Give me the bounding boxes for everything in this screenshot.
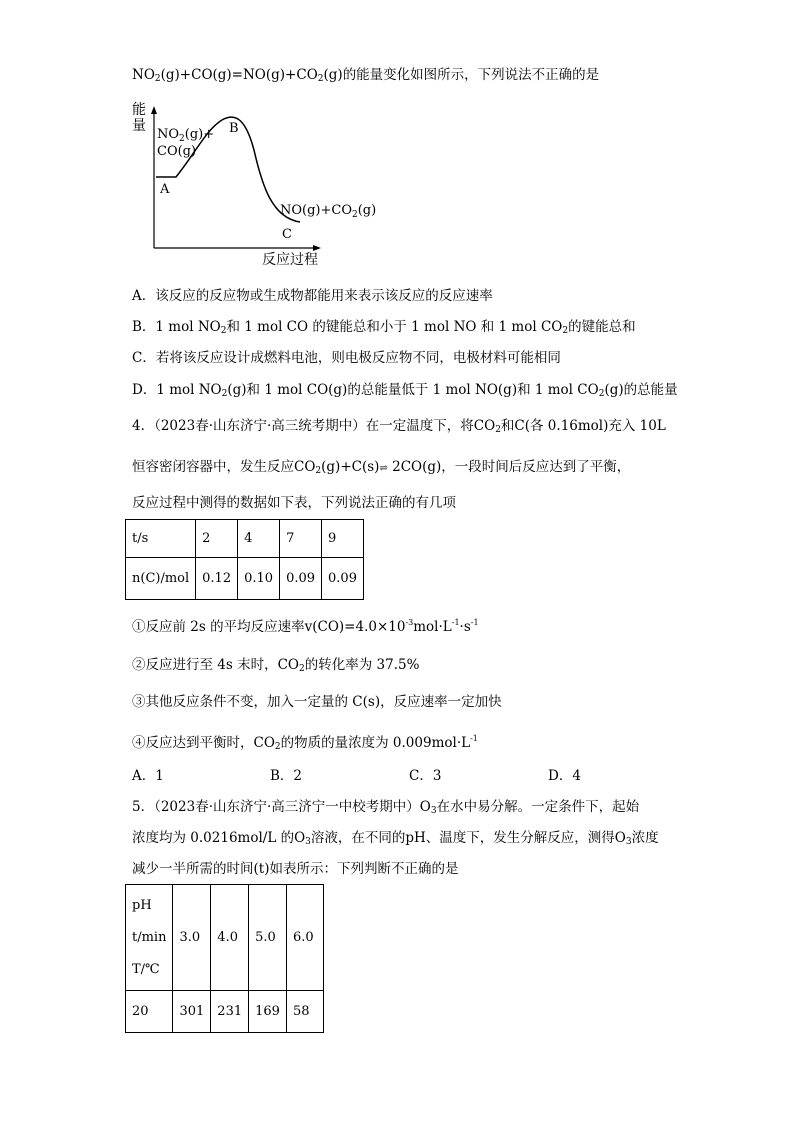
q4-stem-line2: 恒容密闭容器中，发生反应$CO_2(g)+C(s)\rightleftharpoons$ 2CO(g)，一段时间后反应达到了平衡， — [132, 459, 631, 476]
point-c-label: C — [282, 227, 292, 242]
reactant-label-1: $NO_2(g)+$ — [157, 127, 215, 144]
table-cell: 3.0 — [173, 885, 211, 991]
q5-stem-line2: 浓度均为 0.0216mol/L 的$O_3$溶液，在不同的pH、温度下，发生分解反应，测得$O_3$浓度 — [132, 830, 659, 847]
table-cell: 9 — [322, 520, 364, 558]
header-time: t/min — [132, 929, 167, 945]
product-label: $NO(g)+CO_2(g)$ — [280, 203, 377, 220]
q4-statement-1: ①反应前 2s 的平均反应速率$v(CO)=4.0\times 10^{-3}mol\cdot L^{-1}\cdot s^{-1}$ — [132, 618, 479, 635]
table-cell: n(C)/mol — [126, 558, 196, 600]
q4-statement-3: ③其他反应条件不变，加入一定量的 C(s)，反应速率一定加快 — [132, 694, 502, 710]
table-cell: 2 — [196, 520, 238, 558]
y-label-2: 量 — [132, 118, 146, 134]
table-header-cell — [126, 885, 173, 991]
choice-d[interactable]: D．4 — [548, 768, 581, 784]
table-cell: 0.09 — [280, 558, 322, 600]
q5-data-table — [125, 884, 324, 1033]
q3-option-a: A．该反应的反应物或生成物都能用来表示该反应的反应速率 — [132, 288, 493, 304]
table-cell: 58 — [286, 991, 323, 1033]
table-cell: 0.10 — [238, 558, 280, 600]
header-temp: T/℃ — [132, 961, 160, 977]
x-label: 反应过程 — [262, 252, 318, 268]
table-cell: 0.12 — [196, 558, 238, 600]
table-row — [126, 520, 364, 558]
table-cell: 4 — [238, 520, 280, 558]
q4-stem-line1: 4．（2023春·山东济宁·高三统考期中）在一定温度下，将$CO_2$和C(各 0.16mol)充入 10L — [132, 418, 666, 435]
choice-a[interactable]: A．1 — [132, 768, 164, 784]
q3-stem: $NO_2(g)+CO(g)=NO(g)+CO_2(g)$的能量变化如图所示，下列说法不正确的是 — [132, 67, 600, 84]
energy-curve — [156, 117, 300, 222]
q4-stem-line3: 反应过程中测得的数据如下表，下列说法正确的有几项 — [132, 495, 456, 511]
table-cell: 0.09 — [322, 558, 364, 600]
y-axis-arrow — [151, 106, 157, 114]
point-b-label: B — [229, 121, 239, 136]
table-cell: t/s — [126, 520, 196, 558]
q4-statement-4: ④反应达到平衡时，$CO_2$的物质的量浓度为 $0.009mol\cdot L^{-1}$ — [132, 734, 478, 752]
q3-option-b: B．1 mol $NO_2$和 1 mol CO 的键能总和小于 1 mol NO 和 1 mol $CO_2$的键能总和 — [132, 319, 636, 336]
x-axis-arrow — [313, 245, 321, 251]
q5-stem-line1: 5．（2023春·山东济宁·高三济宁一中校考期中）$O_3$在水中易分解。一定条件下，起始 — [132, 799, 640, 816]
reactant-label-2: CO(g) — [157, 144, 197, 159]
choice-b[interactable]: B．2 — [270, 768, 303, 784]
table-row — [126, 885, 324, 991]
q4-data-table — [125, 519, 364, 600]
q3-option-c: C．若将该反应设计成燃料电池，则电极反应物不同，电极材料可能相同 — [132, 350, 561, 366]
q5-stem-line3: 减少一半所需的时间(t)如表所示：下列判断不正确的是 — [132, 861, 459, 877]
choice-c[interactable]: C．3 — [409, 768, 442, 784]
table-row — [126, 558, 364, 600]
table-cell: 20 — [126, 991, 173, 1033]
table-cell: 7 — [280, 520, 322, 558]
q3-option-d: D．1 mol $NO_2(g)$和 1 mol CO(g)的总能量低于 1 mol NO(g)和 1 mol $CO_2(g)$的总能量 — [132, 382, 678, 399]
header-ph: pH — [132, 897, 152, 913]
table-cell: 5.0 — [249, 885, 287, 991]
table-cell: 6.0 — [286, 885, 323, 991]
table-cell: 301 — [173, 991, 211, 1033]
table-cell: 4.0 — [211, 885, 249, 991]
table-cell: 231 — [211, 991, 249, 1033]
y-label-1: 能 — [132, 102, 146, 118]
q4-statement-2: ②反应进行至 4s 末时，$CO_2$的转化率为 37.5% — [132, 657, 420, 674]
point-a-label: A — [160, 182, 170, 197]
table-row — [126, 991, 324, 1033]
q4-choices — [132, 767, 581, 785]
table-cell: 169 — [249, 991, 287, 1033]
